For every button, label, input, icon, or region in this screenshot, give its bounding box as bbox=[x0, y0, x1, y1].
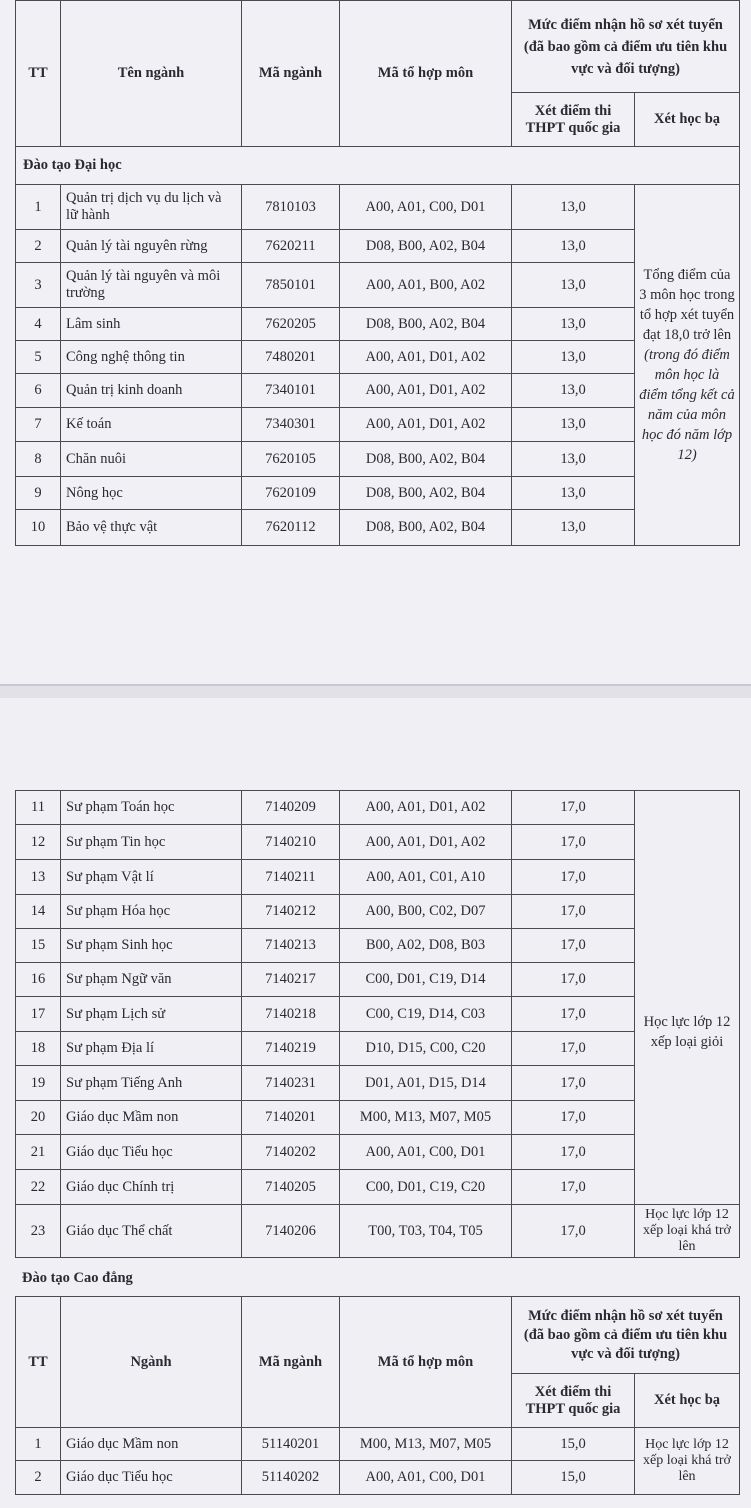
section-dai-hoc: Đào tạo Đại học bbox=[16, 147, 740, 185]
header-ma-nganh: Mã ngành bbox=[242, 1, 340, 147]
major-code: 7140206 bbox=[242, 1205, 340, 1258]
thpt-score: 17,0 bbox=[512, 895, 635, 929]
subject-combo: D08, B00, A02, B04 bbox=[340, 510, 512, 546]
major-code: 7140211 bbox=[242, 860, 340, 895]
table-row bbox=[16, 825, 740, 860]
table-row bbox=[16, 230, 740, 263]
subject-combo: A00, A01, B00, A02 bbox=[340, 263, 512, 308]
major-code: 7620109 bbox=[242, 477, 340, 510]
subject-combo: A00, A01, C00, D01 bbox=[340, 1135, 512, 1170]
subject-combo: D08, B00, A02, B04 bbox=[340, 477, 512, 510]
major-code: 7810103 bbox=[242, 185, 340, 230]
major-code: 7140217 bbox=[242, 963, 340, 997]
major-name: Giáo dục Thể chất bbox=[61, 1205, 242, 1258]
thpt-score: 13,0 bbox=[512, 230, 635, 263]
subject-combo: D08, B00, A02, B04 bbox=[340, 442, 512, 477]
major-name: Quản trị dịch vụ du lịch và lữ hành bbox=[61, 185, 242, 230]
cd-hoc-ba-note: Học lực lớp 12 xếp loại khá trở lên bbox=[635, 1428, 740, 1495]
thpt-score: 13,0 bbox=[512, 408, 635, 442]
major-code: 7340101 bbox=[242, 374, 340, 408]
thpt-score: 17,0 bbox=[512, 1205, 635, 1258]
thpt-score: 15,0 bbox=[512, 1428, 635, 1461]
major-code: 7620112 bbox=[242, 510, 340, 546]
major-code: 7140231 bbox=[242, 1066, 340, 1101]
major-name: Sư phạm Vật lí bbox=[61, 860, 242, 895]
thpt-score: 17,0 bbox=[512, 963, 635, 997]
major-name: Giáo dục Tiểu học bbox=[61, 1461, 242, 1495]
cd-header-tt: TT bbox=[16, 1297, 61, 1428]
page-2 bbox=[0, 698, 751, 1508]
major-code: 7140210 bbox=[242, 825, 340, 860]
subject-combo: D08, B00, A02, B04 bbox=[340, 230, 512, 263]
row-number: 23 bbox=[16, 1205, 61, 1258]
major-name: Giáo dục Chính trị bbox=[61, 1170, 242, 1205]
major-code: 7850101 bbox=[242, 263, 340, 308]
major-name: Sư phạm Địa lí bbox=[61, 1032, 242, 1066]
thpt-score: 13,0 bbox=[512, 341, 635, 374]
thpt-score: 17,0 bbox=[512, 929, 635, 963]
thpt-score: 13,0 bbox=[512, 185, 635, 230]
thpt-score: 17,0 bbox=[512, 1101, 635, 1135]
major-code: 7140219 bbox=[242, 1032, 340, 1066]
header-tt: TT bbox=[16, 1, 61, 147]
major-name: Quản lý tài nguyên rừng bbox=[61, 230, 242, 263]
cd-header-thpt: Xét điểm thi THPT quốc gia bbox=[512, 1374, 635, 1428]
major-name: Quản trị kinh doanh bbox=[61, 374, 242, 408]
note-plain: Tổng điểm của 3 môn học trong tổ hợp xét tuyển đạt 18,0 trở lên bbox=[639, 267, 735, 343]
table-row bbox=[16, 510, 740, 546]
row-number: 11 bbox=[16, 791, 61, 825]
table-row bbox=[16, 185, 740, 230]
major-code: 51140202 bbox=[242, 1461, 340, 1495]
section-cao-dang: Đào tạo Cao đẳng bbox=[22, 1270, 133, 1286]
table-row bbox=[16, 1032, 740, 1066]
row-number: 1 bbox=[16, 185, 61, 230]
row-number: 22 bbox=[16, 1170, 61, 1205]
subject-combo: A00, B00, C02, D07 bbox=[340, 895, 512, 929]
row-number: 16 bbox=[16, 963, 61, 997]
hoc-ba-criteria-note bbox=[635, 185, 740, 546]
major-code: 7140205 bbox=[242, 1170, 340, 1205]
row-number: 9 bbox=[16, 477, 61, 510]
table-row bbox=[16, 1461, 740, 1495]
table-row bbox=[16, 963, 740, 997]
major-name: Quản lý tài nguyên và môi trường bbox=[61, 263, 242, 308]
thpt-score: 17,0 bbox=[512, 997, 635, 1032]
table-row bbox=[16, 929, 740, 963]
subject-combo: C00, D01, C19, D14 bbox=[340, 963, 512, 997]
major-code: 7140209 bbox=[242, 791, 340, 825]
subject-combo: A00, A01, D01, A02 bbox=[340, 825, 512, 860]
row-number: 3 bbox=[16, 263, 61, 308]
major-code: 7480201 bbox=[242, 341, 340, 374]
subject-combo: D01, A01, D15, D14 bbox=[340, 1066, 512, 1101]
row-number: 15 bbox=[16, 929, 61, 963]
major-name: Sư phạm Hóa học bbox=[61, 895, 242, 929]
note-italic: (trong đó điểm môn học là điểm tổng kết cả năm của môn học đó năm lớp 12) bbox=[639, 347, 735, 463]
major-code: 7140201 bbox=[242, 1101, 340, 1135]
major-name: Nông học bbox=[61, 477, 242, 510]
major-code: 51140201 bbox=[242, 1428, 340, 1461]
table-row bbox=[16, 1066, 740, 1101]
header-hoc-ba: Xét học bạ bbox=[635, 93, 740, 147]
table-row bbox=[16, 408, 740, 442]
major-name: Sư phạm Tiếng Anh bbox=[61, 1066, 242, 1101]
table-row bbox=[16, 1101, 740, 1135]
table-row bbox=[16, 477, 740, 510]
header-ten-nganh: Tên ngành bbox=[61, 1, 242, 147]
subject-combo: M00, M13, M07, M05 bbox=[340, 1428, 512, 1461]
major-name: Kế toán bbox=[61, 408, 242, 442]
major-name: Sư phạm Ngữ văn bbox=[61, 963, 242, 997]
thpt-score: 13,0 bbox=[512, 374, 635, 408]
row-number: 6 bbox=[16, 374, 61, 408]
thpt-score: 13,0 bbox=[512, 442, 635, 477]
thpt-score: 17,0 bbox=[512, 1170, 635, 1205]
thpt-score: 15,0 bbox=[512, 1461, 635, 1495]
page-separator bbox=[0, 684, 751, 698]
major-code: 7340301 bbox=[242, 408, 340, 442]
hoc-ba-kha-note: Học lực lớp 12 xếp loại khá trở lên bbox=[635, 1205, 740, 1258]
major-code: 7140213 bbox=[242, 929, 340, 963]
major-code: 7140218 bbox=[242, 997, 340, 1032]
cd-header-nganh: Ngành bbox=[61, 1297, 242, 1428]
major-code: 7620205 bbox=[242, 308, 340, 341]
major-name: Sư phạm Lịch sử bbox=[61, 997, 242, 1032]
subject-combo: C00, C19, D14, C03 bbox=[340, 997, 512, 1032]
major-code: 7140202 bbox=[242, 1135, 340, 1170]
table-row bbox=[16, 263, 740, 308]
subject-combo: T00, T03, T04, T05 bbox=[340, 1205, 512, 1258]
row-number: 2 bbox=[16, 1461, 61, 1495]
subject-combo: C00, D01, C19, C20 bbox=[340, 1170, 512, 1205]
table-row bbox=[16, 341, 740, 374]
table-row bbox=[16, 1170, 740, 1205]
thpt-score: 17,0 bbox=[512, 1135, 635, 1170]
table-row bbox=[16, 308, 740, 341]
row-number: 4 bbox=[16, 308, 61, 341]
table-row bbox=[16, 1205, 740, 1258]
row-number: 13 bbox=[16, 860, 61, 895]
major-name: Bảo vệ thực vật bbox=[61, 510, 242, 546]
major-name: Sư phạm Tin học bbox=[61, 825, 242, 860]
hoc-ba-gioi-note: Học lực lớp 12 xếp loại giỏi bbox=[635, 791, 740, 1205]
major-code: 7140212 bbox=[242, 895, 340, 929]
table-row bbox=[16, 791, 740, 825]
row-number: 20 bbox=[16, 1101, 61, 1135]
table-row bbox=[16, 442, 740, 477]
row-number: 7 bbox=[16, 408, 61, 442]
row-number: 21 bbox=[16, 1135, 61, 1170]
table-cao-dang bbox=[15, 1296, 740, 1495]
major-name: Sư phạm Toán học bbox=[61, 791, 242, 825]
cd-header-muc-diem: Mức điểm nhận hồ sơ xét tuyển (đã bao gồm cả điểm ưu tiên khu vực và đối tượng) bbox=[512, 1297, 740, 1374]
subject-combo: A00, A01, D01, A02 bbox=[340, 374, 512, 408]
subject-combo: M00, M13, M07, M05 bbox=[340, 1101, 512, 1135]
table-row bbox=[16, 374, 740, 408]
row-number: 2 bbox=[16, 230, 61, 263]
major-code: 7620211 bbox=[242, 230, 340, 263]
page-1 bbox=[0, 0, 751, 684]
thpt-score: 13,0 bbox=[512, 477, 635, 510]
subject-combo: A00, A01, C00, D01 bbox=[340, 185, 512, 230]
subject-combo: D10, D15, C00, C20 bbox=[340, 1032, 512, 1066]
row-number: 12 bbox=[16, 825, 61, 860]
table-row bbox=[16, 1135, 740, 1170]
major-name: Sư phạm Sinh học bbox=[61, 929, 242, 963]
major-code: 7620105 bbox=[242, 442, 340, 477]
thpt-score: 17,0 bbox=[512, 860, 635, 895]
thpt-score: 13,0 bbox=[512, 510, 635, 546]
cd-header-ma-nganh: Mã ngành bbox=[242, 1297, 340, 1428]
header-ma-to-hop: Mã tổ hợp môn bbox=[340, 1, 512, 147]
thpt-score: 13,0 bbox=[512, 308, 635, 341]
table-row bbox=[16, 895, 740, 929]
thpt-score: 17,0 bbox=[512, 1032, 635, 1066]
row-number: 1 bbox=[16, 1428, 61, 1461]
major-name: Chăn nuôi bbox=[61, 442, 242, 477]
row-number: 14 bbox=[16, 895, 61, 929]
subject-combo: A00, A01, C01, A10 bbox=[340, 860, 512, 895]
thpt-score: 13,0 bbox=[512, 263, 635, 308]
major-name: Giáo dục Mầm non bbox=[61, 1101, 242, 1135]
subject-combo: B00, A02, D08, B03 bbox=[340, 929, 512, 963]
major-name: Công nghệ thông tin bbox=[61, 341, 242, 374]
cd-header-hoc-ba: Xét học bạ bbox=[635, 1374, 740, 1428]
row-number: 17 bbox=[16, 997, 61, 1032]
major-name: Lâm sinh bbox=[61, 308, 242, 341]
major-name: Giáo dục Tiểu học bbox=[61, 1135, 242, 1170]
header-muc-diem: Mức điểm nhận hồ sơ xét tuyển (đã bao gồm cả điểm ưu tiên khu vực và đối tượng) bbox=[512, 1, 740, 93]
table-dai-hoc-part2 bbox=[15, 790, 740, 1258]
subject-combo: D08, B00, A02, B04 bbox=[340, 308, 512, 341]
table-row bbox=[16, 1428, 740, 1461]
subject-combo: A00, A01, C00, D01 bbox=[340, 1461, 512, 1495]
major-name: Giáo dục Mầm non bbox=[61, 1428, 242, 1461]
subject-combo: A00, A01, D01, A02 bbox=[340, 791, 512, 825]
cd-header-ma-to-hop: Mã tổ hợp môn bbox=[340, 1297, 512, 1428]
thpt-score: 17,0 bbox=[512, 1066, 635, 1101]
row-number: 5 bbox=[16, 341, 61, 374]
row-number: 10 bbox=[16, 510, 61, 546]
row-number: 18 bbox=[16, 1032, 61, 1066]
row-number: 8 bbox=[16, 442, 61, 477]
subject-combo: A00, A01, D01, A02 bbox=[340, 341, 512, 374]
thpt-score: 17,0 bbox=[512, 825, 635, 860]
row-number: 19 bbox=[16, 1066, 61, 1101]
table-row bbox=[16, 997, 740, 1032]
header-thpt: Xét điểm thi THPT quốc gia bbox=[512, 93, 635, 147]
thpt-score: 17,0 bbox=[512, 791, 635, 825]
table-dai-hoc-part1 bbox=[15, 0, 740, 546]
subject-combo: A00, A01, D01, A02 bbox=[340, 408, 512, 442]
table-row bbox=[16, 860, 740, 895]
